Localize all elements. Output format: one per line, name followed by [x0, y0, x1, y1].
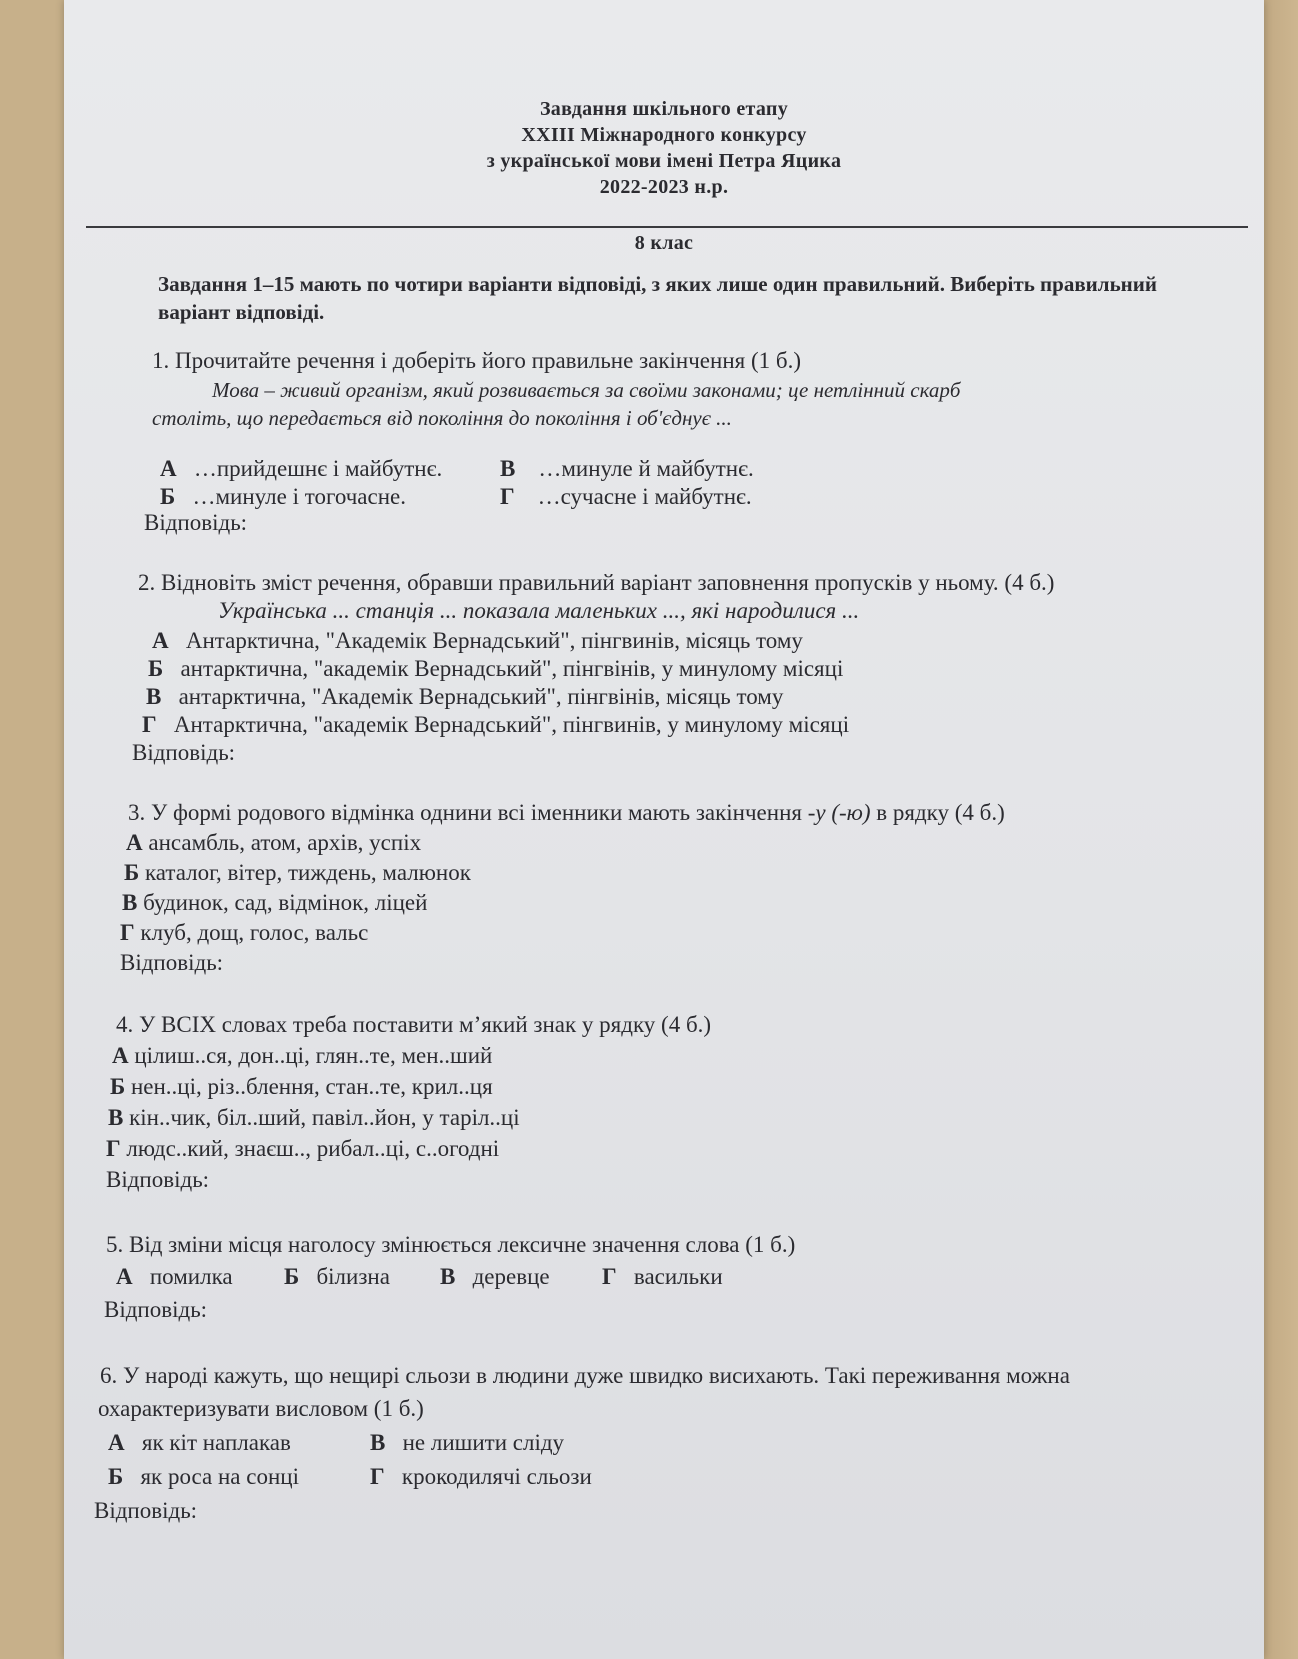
header-divider — [86, 226, 1248, 228]
paper-sheet — [64, 0, 1264, 1659]
q2-option-b[interactable]: Б антарктична, "академік Вернадський", пінгвінів, у минулому місяці — [148, 656, 844, 681]
q3-option-v[interactable]: В будинок, сад, відмінок, ліцей — [122, 890, 428, 915]
q5-option-g[interactable]: Г васильки — [602, 1264, 723, 1289]
header-line-3: з української мови імені Петра Яцика — [486, 150, 842, 172]
q1-option-g[interactable]: Г …сучасне і майбутнє. — [500, 484, 752, 509]
question-1: 1. Прочитайте речення і доберіть його правильне закінчення (1 б.) — [152, 348, 801, 373]
q3-option-b[interactable]: Б каталог, вітер, тиждень, малюнок — [124, 860, 471, 885]
q1-sentence: Мова – живий організм, який розвивається за своїми законами; це нетлінний скарб століть, що передається від покоління до покоління і об'єднує ... — [152, 378, 961, 430]
question-6-line-2: охарактеризувати висловом (1 б.) — [98, 1396, 424, 1421]
q6-option-v[interactable]: В не лишити сліду — [370, 1430, 565, 1455]
q3-option-a[interactable]: А ансамбль, атом, архів, успіх — [126, 830, 422, 855]
q1-option-b[interactable]: Б …минуле і тогочасне. — [160, 484, 406, 509]
q5-option-a[interactable]: А помилка — [116, 1264, 233, 1289]
q4-answer-label: Відповідь: — [106, 1167, 210, 1192]
question-4: 4. У ВСІХ словах треба поставити м’який знак у рядку (4 б.) — [116, 1012, 712, 1037]
q3-option-g[interactable]: Г клуб, дощ, голос, вальс — [120, 920, 369, 945]
question-2: 2. Відновіть зміст речення, обравши правильний варіант заповнення пропусків у ньому. (4 б.) — [138, 570, 1055, 595]
q2-answer-label: Відповідь: — [132, 740, 236, 765]
q5-option-b[interactable]: Б білизна — [284, 1264, 390, 1289]
q1-option-a[interactable]: А …прийдешнє і майбутнє. — [160, 456, 443, 481]
grade-label: 8 клас — [634, 232, 694, 254]
q2-option-v[interactable]: В антарктична, "Академік Вернадський", пінгвінів, місяць тому — [146, 684, 784, 709]
q2-option-a[interactable]: А Антарктична, "Академік Вернадський", пінгвинів, місяць тому — [152, 628, 803, 653]
q4-option-b[interactable]: Б нен..ці, різ..блення, стан..те, крил..ця — [110, 1074, 493, 1099]
q4-option-a[interactable]: А цілиш..ся, дон..ці, глян..те, мен..ший — [112, 1043, 493, 1068]
q1-option-v[interactable]: В …минуле й майбутнє. — [500, 456, 754, 481]
q2-option-g[interactable]: Г Антарктична, "академік Вернадський", пінгвинів, у минулому місяці — [142, 712, 850, 737]
q6-option-g[interactable]: Г крокодилячі сльози — [370, 1464, 592, 1489]
q4-option-g[interactable]: Г людс..кий, знаєш.., рибал..ці, с..огодні — [106, 1136, 500, 1161]
question-6-line-1: 6. У народі кажуть, що нещирі сльози в людини дуже швидко висихають. Такі переживання можна — [100, 1363, 1070, 1388]
q4-option-v[interactable]: В кін..чик, біл..ший, павіл..йон, у таріл..ці — [108, 1105, 520, 1130]
q5-answer-label: Відповідь: — [104, 1297, 208, 1322]
header-line-1: Завдання шкільного етапу — [539, 98, 789, 120]
q6-answer-label: Відповідь: — [94, 1498, 198, 1523]
question-3: 3. У формі родового відмінка однини всі іменники мають закінчення -у (-ю) в рядку (4 б.) — [128, 800, 1005, 825]
q5-option-v[interactable]: В деревце — [440, 1264, 550, 1289]
q3-answer-label: Відповідь: — [120, 950, 224, 975]
instructions: Завдання 1–15 мають по чотири варіанти відповіді, з яких лише один правильний. Виберіть правильний варіант відповіді. — [158, 272, 1157, 324]
q2-sentence: Українська ... станція ... показала маленьких ..., які народилися ... — [218, 598, 860, 623]
header-line-4: 2022-2023 н.р. — [599, 176, 729, 198]
q6-option-b[interactable]: Б як роса на сонці — [108, 1464, 299, 1489]
question-5: 5. Від зміни місця наголосу змінюється лексичне значення слова (1 б.) — [106, 1232, 796, 1257]
q1-answer-label: Відповідь: — [144, 510, 248, 535]
header-line-2: XXIII Міжнародного конкурсу — [521, 124, 807, 146]
q6-option-a[interactable]: А як кіт наплакав — [108, 1430, 291, 1455]
